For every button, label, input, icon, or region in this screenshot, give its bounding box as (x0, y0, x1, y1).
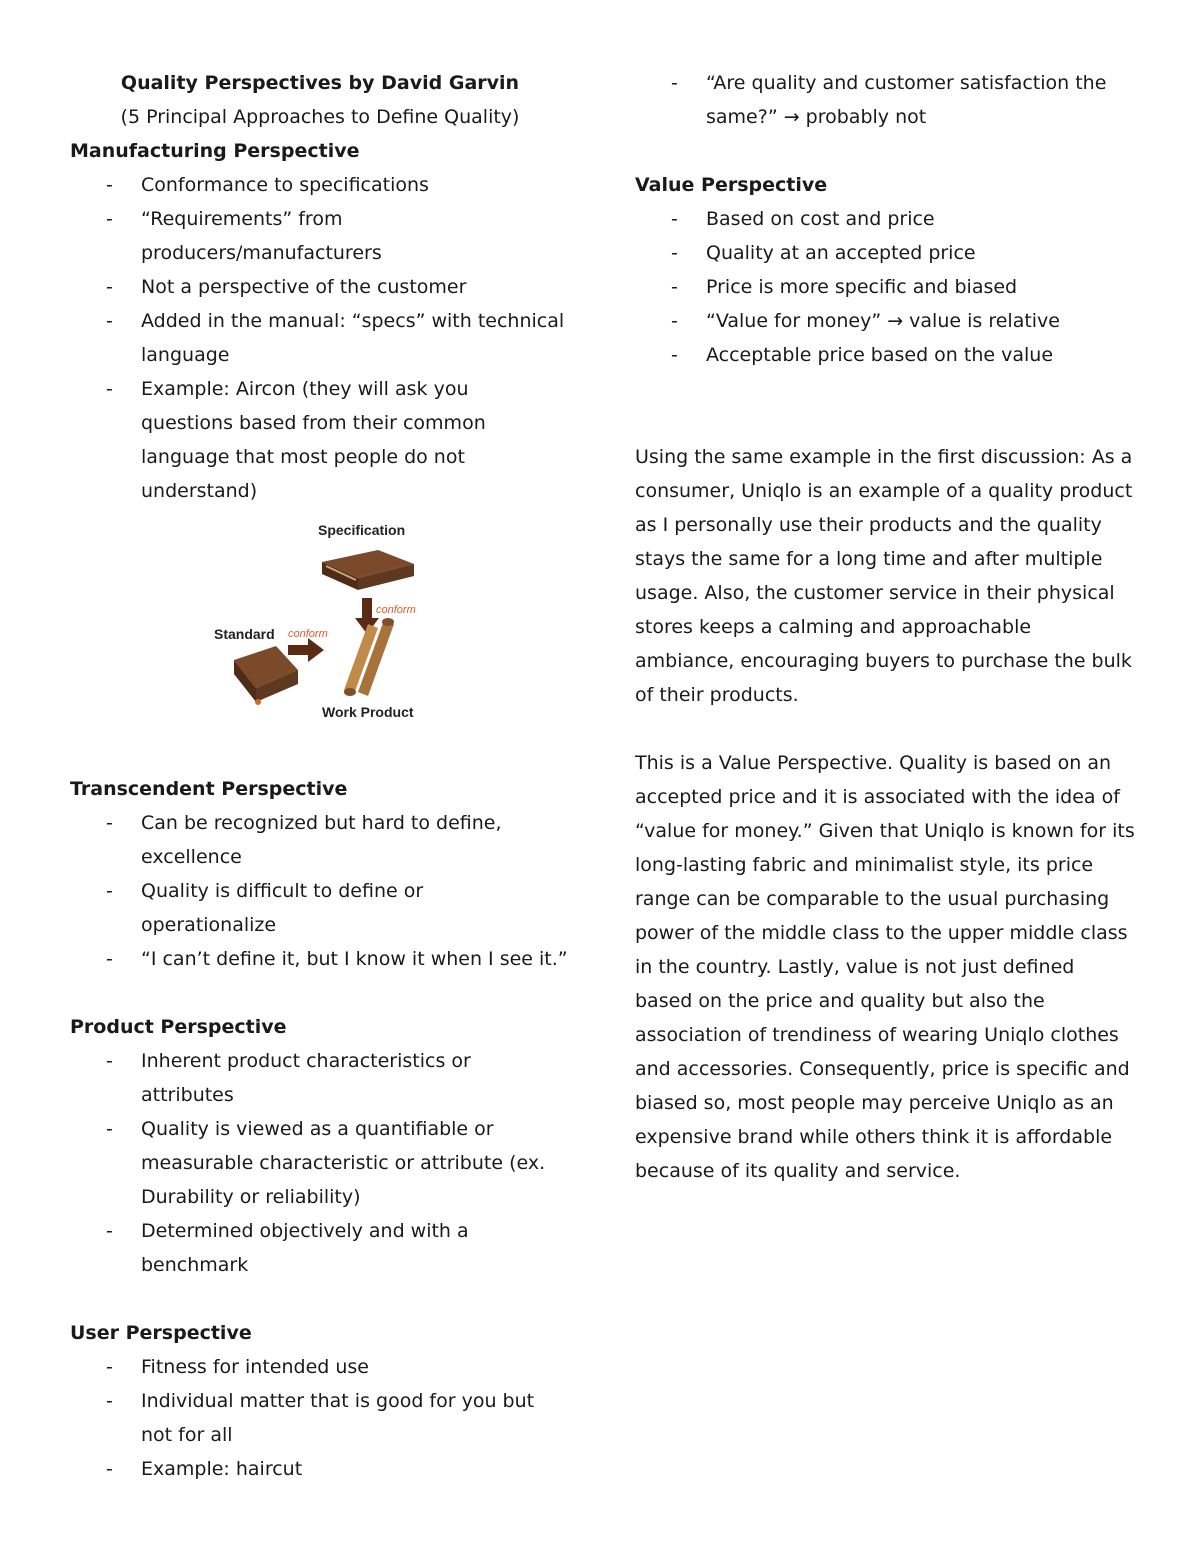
analysis-paragraph: This is a Value Perspective. Quality is based on an accepted price and it is associated with the idea of “value for money.” Given that Uniqlo is known for its long-lasting fabric and minimalist style, its price range can be comparable to the usual purchasing power of the middle class to the upper middle class in the country. Lastly, value is not just defined based on the price and quality but also the association of trendiness of wearing Uniqlo clothes and accessories. Consequently, price is specific and biased so, most people may perceive Uniqlo as an expensive brand while others think it is affordable because of its quality and service. (635, 752, 1135, 1182)
user-list-continued (635, 66, 1135, 134)
page-title: Quality Perspectives by David Garvin (120, 72, 520, 94)
example-paragraph: Using the same example in the first discussion: As a consumer, Uniqlo is an example of a quality product as I personally use their products and the quality stays the same for a long time and after multiple usage. Also, the customer service in their physical stores keeps a calming and approachable ambiance, encouraging buyers to purchase the bulk of their products. (635, 446, 1133, 706)
right-column (635, 66, 1135, 1188)
conformance-diagram (210, 522, 470, 732)
diagram-conform-horizontal: conform (288, 628, 328, 640)
list-item: - Can be recognized but hard to define, excellence (70, 806, 570, 874)
list-item: - Conformance to specifications (70, 168, 570, 202)
list-item: - Fitness for intended use (70, 1350, 570, 1384)
list-item: - Quality is difficult to define or operationalize (70, 874, 570, 942)
list-item: - Quality is viewed as a quantifiable or measurable characteristic or attribute (ex. Durability or reliability) (70, 1112, 570, 1214)
value-heading: Value Perspective (635, 174, 828, 196)
transcendent-heading: Transcendent Perspective (70, 778, 348, 800)
manufacturing-heading: Manufacturing Perspective (70, 140, 360, 162)
list-item: - Added in the manual: “specs” with technical language (70, 304, 570, 372)
diagram-label-specification: Specification (318, 522, 406, 538)
transcendent-list (70, 806, 570, 976)
list-item: - Price is more specific and biased (635, 270, 1135, 304)
list-item: - Example: Aircon (they will ask you questions based from their common language that most people do not understand) (70, 372, 570, 508)
page-subtitle: (5 Principal Approaches to Define Quality) (120, 106, 520, 128)
list-item: - Inherent product characteristics or attributes (70, 1044, 570, 1112)
specification-book-icon (318, 544, 418, 596)
standard-book-icon (230, 644, 302, 706)
list-item: - “Value for money” → value is relative (635, 304, 1135, 338)
diagram-label-standard: Standard (214, 626, 275, 642)
list-item: - Acceptable price based on the value (635, 338, 1135, 372)
list-item: - “I can’t define it, but I know it when I see it.” (70, 942, 570, 976)
user-list (70, 1350, 570, 1486)
manufacturing-list (70, 168, 570, 508)
value-list (635, 202, 1135, 372)
product-list (70, 1044, 570, 1282)
list-item: - Not a perspective of the customer (70, 270, 570, 304)
diagram-label-work-product: Work Product (322, 704, 414, 720)
left-column (70, 66, 570, 1486)
work-product-scroll-icon (334, 614, 398, 698)
product-heading: Product Perspective (70, 1016, 287, 1038)
diagram-conform-vertical: conform (376, 604, 416, 616)
list-item: - “Requirements” from producers/manufacturers (70, 202, 570, 270)
list-item: - Individual matter that is good for you but not for all (70, 1384, 570, 1452)
list-item: - Example: haircut (70, 1452, 570, 1486)
list-item: - Based on cost and price (635, 202, 1135, 236)
user-heading: User Perspective (70, 1322, 252, 1344)
list-item: - Determined objectively and with a benchmark (70, 1214, 570, 1282)
list-item: - “Are quality and customer satisfaction the same?” → probably not (635, 66, 1135, 134)
list-item: - Quality at an accepted price (635, 236, 1135, 270)
